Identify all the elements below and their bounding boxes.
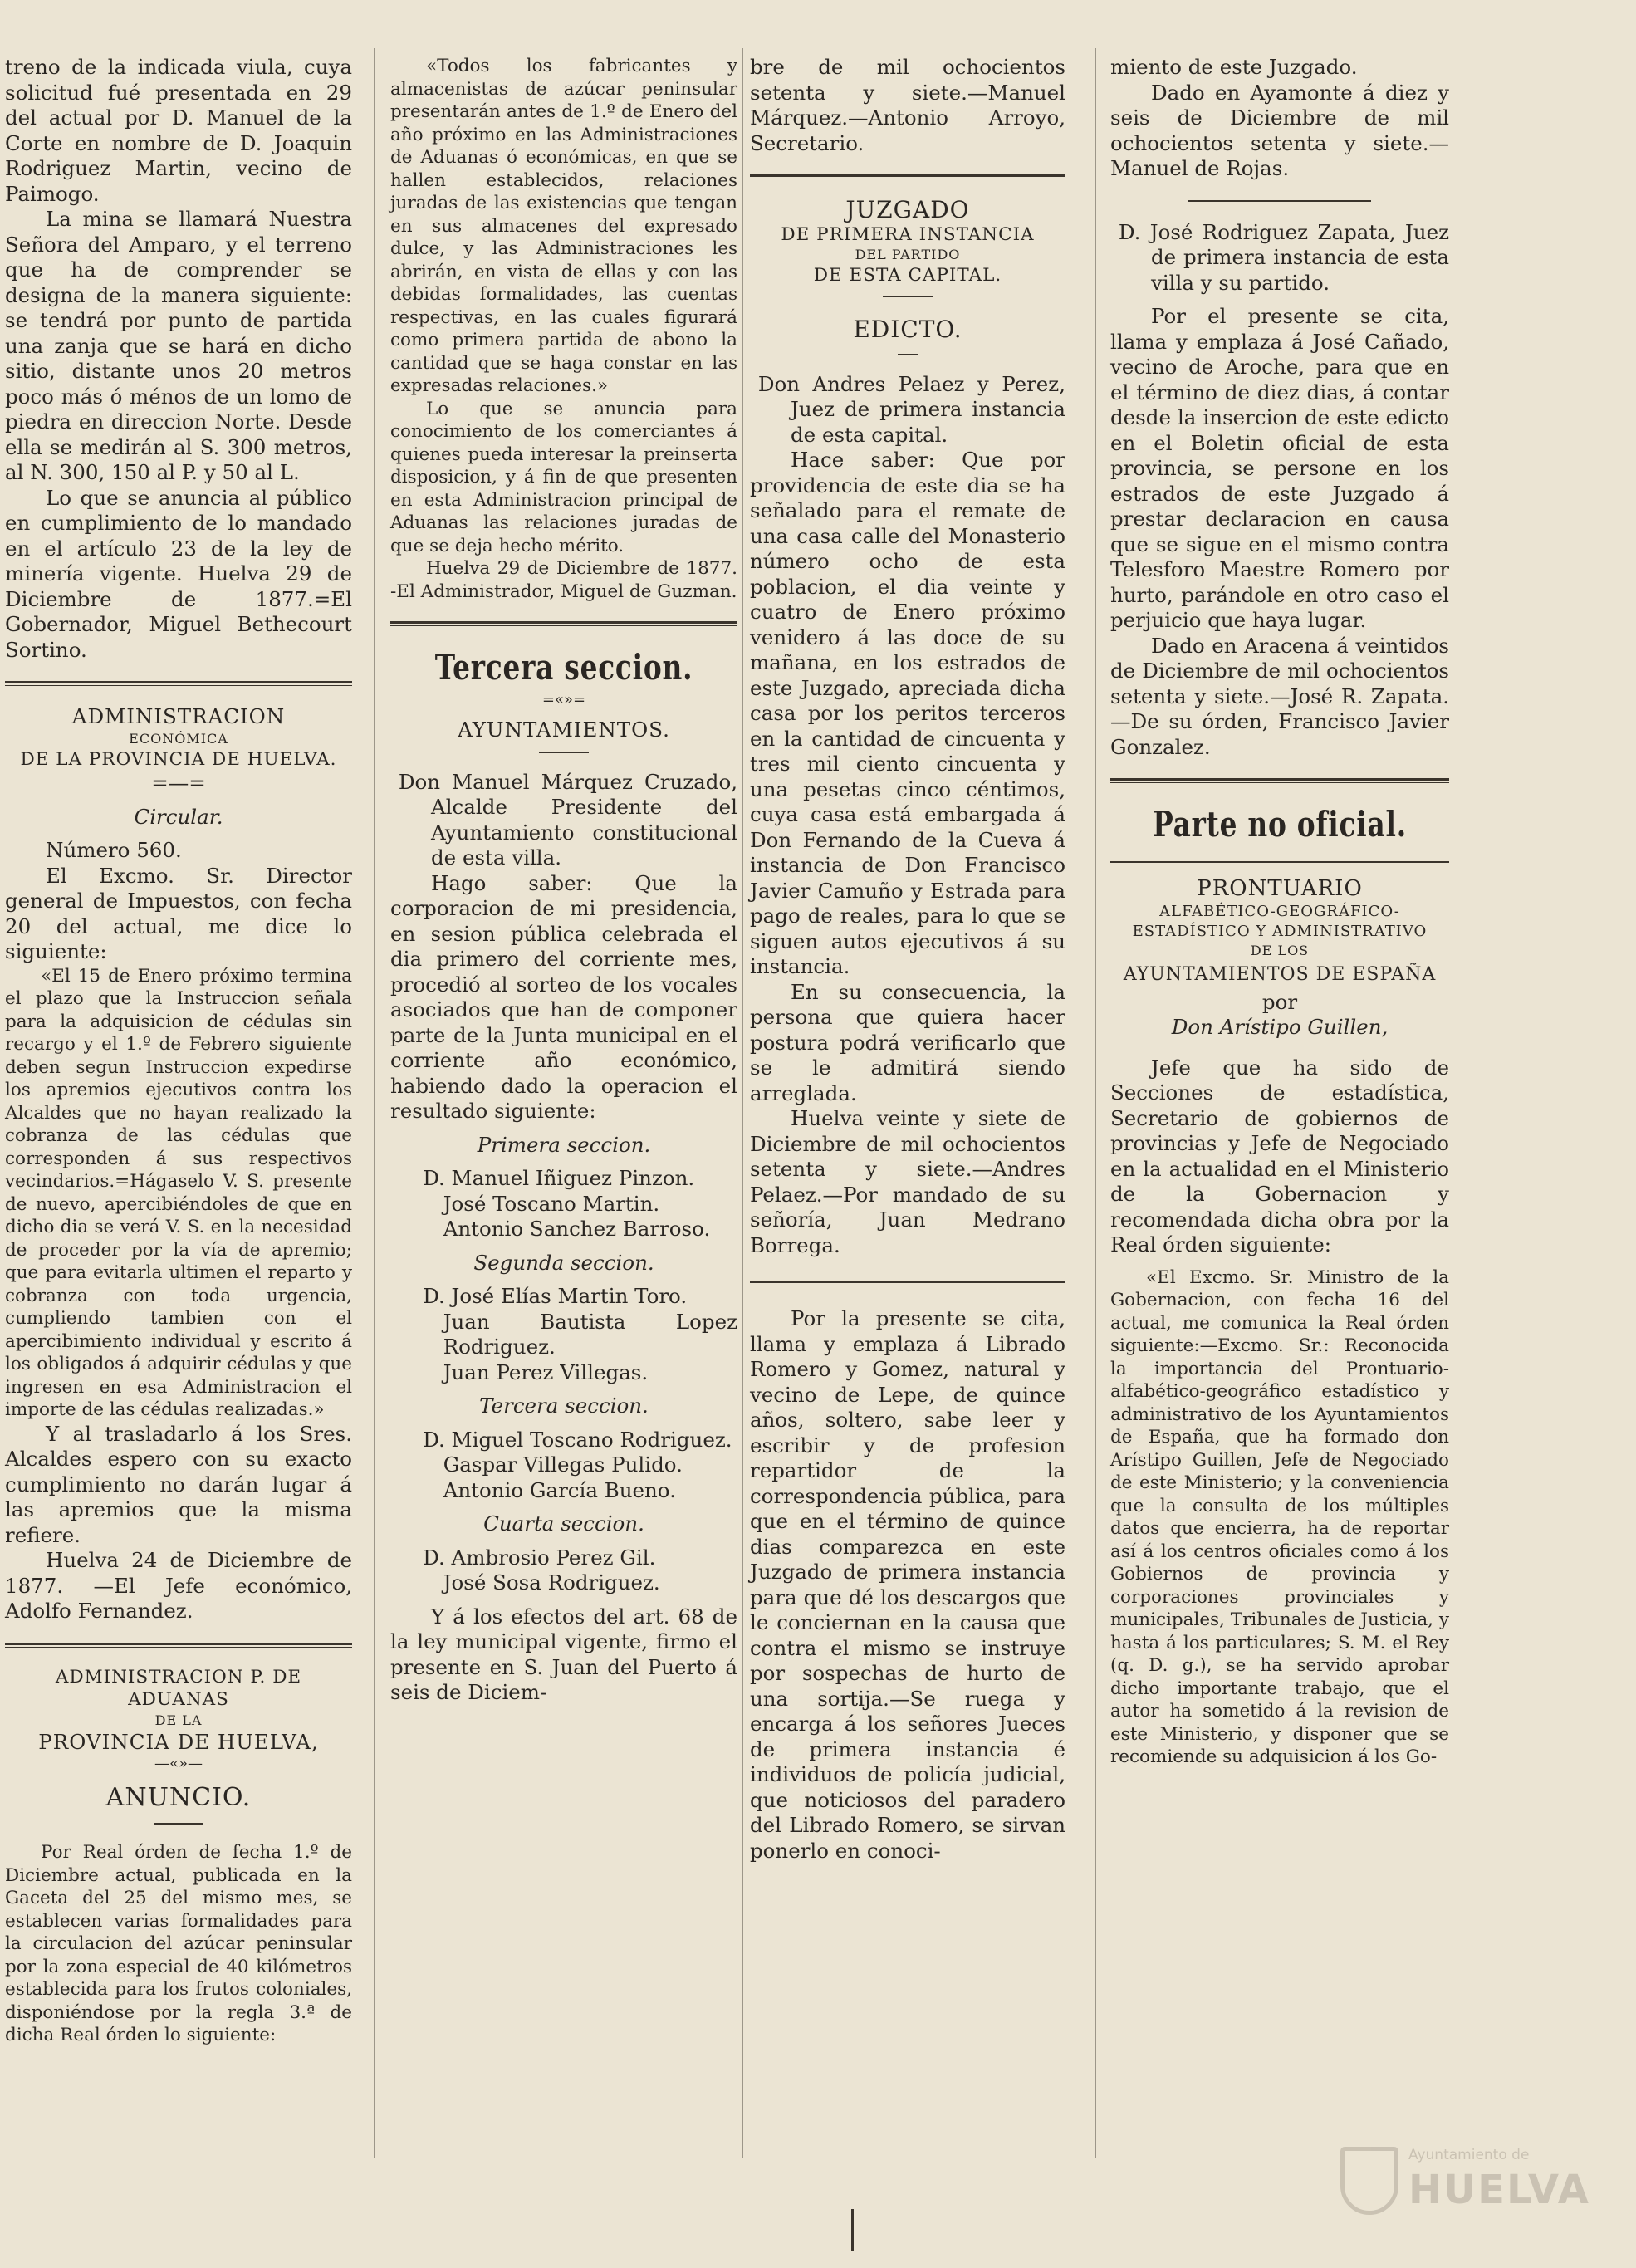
- section-rule: [1110, 861, 1449, 863]
- ornament: =—=: [151, 771, 206, 795]
- section-rule: [1188, 200, 1371, 202]
- section-rule: [5, 1643, 352, 1648]
- mining-notice-text: Lo que se anuncia al público en cumplimiento de lo mandado en el artículo 23 de la ley de minería vigente. Huelva 29 de Diciembre de 1877.=El Gobernador, Miguel Bethecourt Sortino.: [5, 485, 352, 662]
- section-heading: JUZGADO: [845, 196, 970, 223]
- roster-name: Antonio García Bueno.: [443, 1477, 676, 1502]
- section-subheading: ALFABÉTICO-GEOGRÁFICO-ESTADÍSTICO Y ADMINISTRATIVO: [1132, 902, 1428, 940]
- section-rule: [750, 1281, 1065, 1283]
- edict-intro: Don Andres Pelaez y Perez, Juez de primera instancia de esta capital.: [757, 371, 1065, 447]
- roster-name: D. José Elías Martin Toro.: [423, 1284, 688, 1308]
- watermark-line1: Ayuntamiento de: [1408, 2147, 1530, 2163]
- section-heading: ADMINISTRACION: [71, 704, 286, 728]
- column-1: [5, 55, 352, 2047]
- column-2: [390, 55, 737, 1706]
- prontuario-quote: «El Excmo. Sr. Ministro de la Gobernacion, con fecha 16 del actual, me comunica la Real órden siguiente:—Excmo. Sr.: Reconocida la importancia del Prontuario-alfabético-geográfico estadístico y administrativo de los Ayuntamientos de España, que ha formado don Arístipo Guillen, Jefe de Negociado de este Ministerio; y la conveniencia que la consulta de los múltiples datos que encierra, ha de reportar así á los centros oficiales como á los Gobiernos de provincia y corporaciones provinciales y municipales, Tribunales de Justicia, y hasta á los particulares; S. M. el Rey (q. D. g.), se ha servido aprobar dicho importante trabajo, que el autor ha sometido á la revision de este Ministerio, y disponer que se recomiende su adquisicion á los Go-: [1110, 1266, 1449, 1767]
- archive-watermark: [1329, 2135, 1590, 2226]
- ornament: —«»—: [154, 1755, 203, 1772]
- byline-label: por: [1261, 989, 1298, 1014]
- section-subheading: DE PRIMERA INSTANCIA: [781, 223, 1035, 245]
- edict-intro: Don Manuel Márquez Cruzado, Alcalde Presidente del Ayuntamiento constitucional de esta villa.: [398, 769, 737, 869]
- section-subheading: DE ESTA CAPITAL.: [813, 265, 1002, 286]
- roster-section-title: Cuarta seccion.: [483, 1511, 644, 1536]
- section-title-parte-no-oficial: Parte no oficial.: [1153, 804, 1407, 845]
- crest-icon: [1340, 2147, 1398, 2215]
- section-subheading: ECONÓMICA: [129, 730, 228, 747]
- circular-quote: «El 15 de Enero próximo termina el plazo que la Instruccion señala para la adquisicion de cédulas sin recargo y el 1.º de Febrero siguiente deben segun Instruccion expedirse los apremios ejecutivos contra los Alcaldes que no hayan realizado la cobranza de las cédulas que corresponden á sus respectivos vecindarios.=Hágaselo V. S. presente de nuevo, apercibiéndoles de que en dicho dia se verá V. S. en la necesidad de proceder por la vía de apremio; que para evitarla ultimen el reparto y cobranza con toda urgencia, cumpliendo tambien con el apercibimiento individual y escrito á los obligados á adquirir cédulas y que ingresen en esa Administracion el importe de las cédulas realizadas.»: [5, 965, 352, 1420]
- roster-name: Antonio Sanchez Barroso.: [443, 1217, 711, 1241]
- roster-name: José Toscano Martin.: [443, 1191, 660, 1216]
- section-subheading: DE LA PROVINCIA DE HUELVA.: [20, 748, 337, 770]
- edict-text: En su consecuencia, la persona que quiera hacer postura podrá verificarlo que se le admitirá siendo arreglada.: [750, 979, 1065, 1105]
- section-subheading: DE LA: [154, 1712, 203, 1728]
- section-rule: [1110, 778, 1449, 783]
- section-subheading: PROVINCIA DE HUELVA,: [38, 1729, 319, 1754]
- column-divider: [1095, 48, 1096, 2158]
- section-heading: ADMINISTRACION P. DE ADUANAS: [55, 1666, 302, 1710]
- mining-notice-text: La mina se llamará Nuestra Señora del Amparo, y el terreno que ha de comprender se designa de la manera siguiente: se tendrá por punto de partida una zanja que se hará en dicho sitio, distante unos 20 metros poco más ó ménos de un lomo de piedra en direccion Norte. Desde ella se medirán al S. 300 metros, al N. 300, 150 al P. y 50 al L.: [5, 207, 352, 484]
- mining-notice-text: treno de la indicada viula, cuya solicitud fué presentada en 29 del actual por D. Manuel de la Corte en nombre de D. Joaquin Rodriguez Martin, vecino de Paimogo.: [5, 55, 352, 206]
- notice-title: ANUNCIO.: [105, 1783, 252, 1812]
- column-4: [1110, 55, 1449, 1769]
- summons-signature: Dado en Aracena á veintidos de Diciembre de mil ochocientos setenta y siete.—José R. Zapata.—De su órden, Francisco Javier Gonzalez.: [1110, 633, 1449, 759]
- roster-section-title: Tercera seccion.: [479, 1394, 649, 1418]
- notice-title: EDICTO.: [853, 315, 962, 343]
- circular-signature: Huelva 24 de Diciembre de 1877. —El Jefe económico, Adolfo Fernandez.: [5, 1548, 352, 1623]
- section-subheading: AYUNTAMIENTOS DE ESPAÑA: [1123, 963, 1437, 985]
- edict-text: Hace saber: Que por providencia de este dia se ha señalado para el remate de una casa calle del Monasterio número ocho de esta poblacion, el dia veinte y cuatro de Enero próximo venidero á las doce de su mañana, en los estrados de este Juzgado, apreciada dicha casa por los peritos terceros en la cantidad de cincuenta y tres mil ciento cincuenta y una pesetas cinco céntimos, cuya casa está embargada á Don Fernando de la Cueva á instancia de Don Francisco Javier Camuño y Estrada para pago de reales, para lo que se siguen autos ejecutivos á su instancia.: [750, 448, 1065, 978]
- regla-quote: «Todos los fabricantes y almacenistas de azúcar peninsular presentarán antes de 1.º de Enero del año próximo en las Administraciones de Aduanas ó económicas, en que se hallen establecidos, relaciones juradas de las existencias que tengan en sus almacenes del expresado dulce, y las Administraciones les abrirán, en vista de ellas y con las debidas formalidades, las cuentas respectivas, en las cuales figurará como primera partida de abono la cantidad que se haga constar en las expresadas relaciones.»: [390, 56, 737, 396]
- roster-name: D. Ambrosio Perez Gil.: [423, 1545, 656, 1570]
- roster-name: José Sosa Rodriguez.: [443, 1570, 660, 1594]
- summons-text: miento de este Juzgado.: [1110, 55, 1358, 79]
- summons-signature: Dado en Ayamonte á diez y seis de Diciembre de mil ochocientos setenta y siete.—Manuel de Rojas.: [1110, 80, 1449, 180]
- notice-number: Número 560.: [46, 838, 182, 862]
- short-rule: [898, 354, 918, 355]
- edict-text: Hago saber: Que la corporacion de mi presidencia, en sesion pública celebrada el dia primero del corriente mes, procedió al sorteo de los vocales asociados que han de componer parte de la Junta municipal en el corriente año económico, habiendo dado la operacion el resultado siguiente:: [390, 870, 737, 1123]
- edict-signature: Huelva veinte y siete de Diciembre de mil ochocientos setenta y siete.—Andres Pelaez.—Por mandado de su señoría, Juan Medrano Borrega.: [750, 1106, 1065, 1257]
- byline-author: Don Arístipo Guillen,: [1171, 1015, 1389, 1039]
- roster-name: D. Manuel Iñiguez Pinzon.: [423, 1166, 695, 1190]
- edict-intro: D. José Rodriguez Zapata, Juez de primera instancia de esta villa y su partido.: [1118, 219, 1449, 295]
- summons-text: Por el presente se cita, llama y emplaza á José Cañado, vecino de Aroche, para que en el término de diez dias, á contar desde la insercion de este edicto en el Boletin oficial de esta provincia, se persone en los estrados de este Juzgado á prestar declaracion en causa que se sigue en el mismo contra Telesforo Maestre Romero por hurto, parándole en otro caso el perjuicio que haya lugar.: [1110, 304, 1449, 632]
- roster-name: Gaspar Villegas Pulido.: [443, 1452, 683, 1477]
- section-heading: PRONTUARIO: [1197, 876, 1363, 901]
- summons-text: Por la presente se cita, llama y emplaza á Librado Romero y Gomez, natural y vecino de Lepe, de quince años, soltero, sabe leer y escribir y de profesion repartidor de la correspondencia pública, para que en el término de quince dias comparezca en este Juzgado de primera instancia para que dé los descargos que le conciernan en la causa que contra el mismo se instruye por sospechas de hurto de una sortija.—Se ruega y encarga á los señores Jueces de primera instancia é individuos de policía judicial, que noticiosos del paradero del Librado Romero, se sirvan ponerlo en conoci-: [750, 1306, 1065, 1863]
- anuncio-text: Lo que se anuncia para conocimiento de los comerciantes á quienes pueda interesar la preinserta disposicion, y á fin de que presenten en esta Administracion principal de Aduanas las relaciones juradas de que se deja hecho mérito.: [390, 398, 737, 556]
- ornament: =«»=: [541, 691, 586, 708]
- roster-name: D. Miguel Toscano Rodriguez.: [423, 1427, 732, 1452]
- circular-text: Y al trasladarlo á los Sres. Alcaldes espero con su exacto cumplimiento no darán lugar á las apremios que la misma refiere.: [5, 1421, 352, 1547]
- edict-text: Y á los efectos del art. 68 de la ley municipal vigente, firmo el presente en S. Juan del Puerto á seis de Diciem-: [390, 1604, 737, 1704]
- page-fold-mark: [851, 2209, 854, 2251]
- roster-section-title: Primera seccion.: [477, 1132, 651, 1157]
- watermark-line2: HUELVA: [1408, 2167, 1590, 2213]
- edict-signature: bre de mil ochocientos setenta y siete.—Manuel Márquez.—Antonio Arroyo, Secretario.: [750, 55, 1065, 155]
- section-title-tercera: Tercera seccion.: [434, 647, 693, 688]
- roster-name: Juan Perez Villegas.: [443, 1359, 649, 1384]
- short-rule: [883, 296, 933, 297]
- section-rule: [5, 681, 352, 686]
- section-rule: [390, 621, 737, 626]
- section-subheading: DE LOS: [1250, 942, 1310, 958]
- anuncio-signature: Huelva 29 de Diciembre de 1877. -El Administrador, Miguel de Guzman.: [390, 558, 737, 602]
- column-divider: [742, 48, 743, 2158]
- section-rule: [750, 174, 1065, 179]
- short-rule: [154, 1823, 203, 1825]
- notice-type: Circular.: [134, 804, 223, 829]
- section-heading: AYUNTAMIENTOS.: [458, 718, 670, 742]
- short-rule: [539, 752, 589, 753]
- prontuario-text: Jefe que ha sido de Secciones de estadística, Secretario de gobiernos de provincias y Jefe de Negociado en la actualidad en el Ministerio de la Gobernacion y recomendada dicha obra por la Real órden siguiente:: [1110, 1055, 1449, 1256]
- column-divider: [374, 48, 375, 2158]
- roster-name: Juan Bautista Lopez Rodriguez.: [443, 1309, 737, 1359]
- roster-section-title: Segunda seccion.: [473, 1250, 654, 1275]
- anuncio-text: Por Real órden de fecha 1.º de Diciembre actual, publicada en la Gaceta del 25 del mismo mes, se establecen varias formalidades para la circulacion del azúcar peninsular por la zona especial de 40 kilómetros establecida para los frutos coloniales, disponiéndose por la regla 3.ª de dicha Real órden lo siguiente:: [5, 1842, 352, 2045]
- column-3: [750, 55, 1065, 1864]
- circular-text: El Excmo. Sr. Director general de Impuestos, con fecha 20 del actual, me dice lo siguiente:: [5, 863, 352, 963]
- section-subheading: DEL PARTIDO: [855, 247, 961, 262]
